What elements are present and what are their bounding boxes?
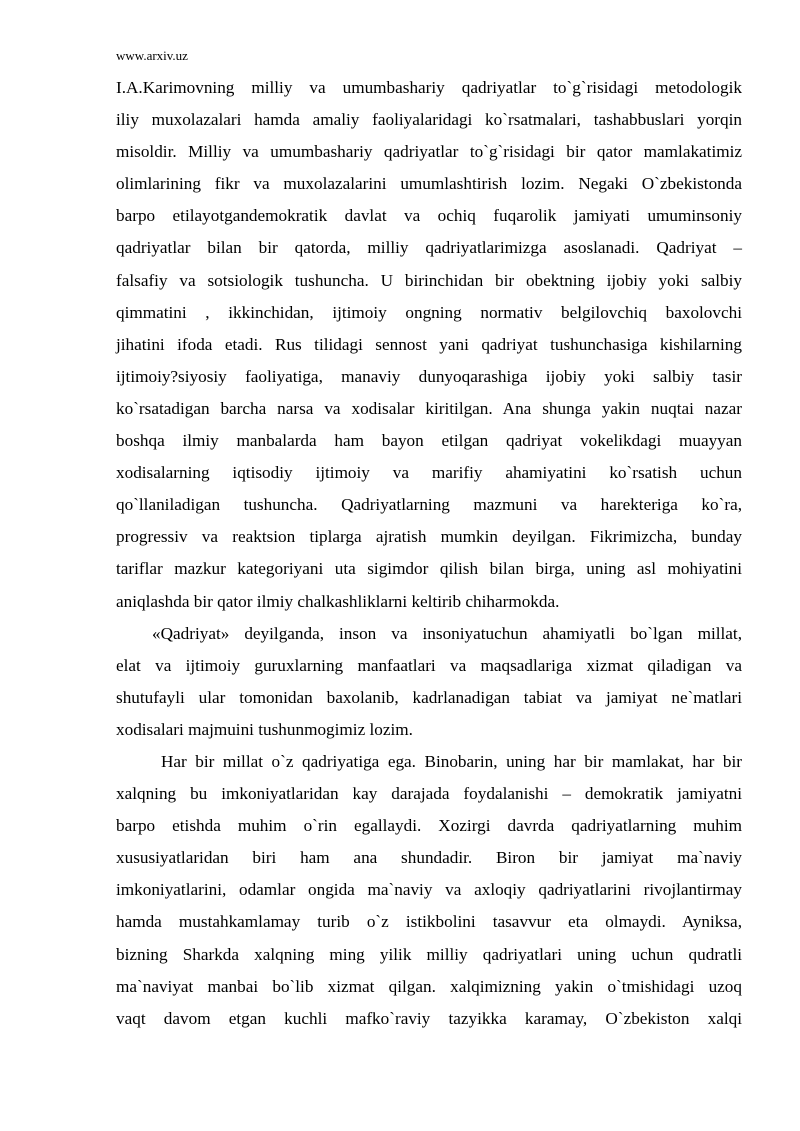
text-line: hamda mustahkamlamay turib o`z istikbolini tasavvur eta olmaydi. Ayniksa,: [116, 912, 742, 932]
text-line: ko`rsatadigan barcha narsa va xodisalar kiritilgan. Ana shunga yakin nuqtai nazar: [116, 398, 742, 418]
text-line: misoldir. Milliy va umumbashariy qadriyatlar to`g`risidagi bir qator mamlakatimiz: [116, 142, 742, 162]
text-line: shutufayli ular tomonidan baxolanib, kadrlanadigan tabiat va jamiyat ne`matlari: [116, 687, 742, 707]
text-line: progressiv va reaktsion tiplarga ajratish mumkin deyilgan. Fikrimizcha, bunday: [116, 527, 742, 547]
text-line: barpo etilayotgandemokratik davlat va ochiq fuqarolik jamiyati umuminsoniy: [116, 206, 742, 226]
text-line: qimmatini , ikkinchidan, ijtimoiy ongning normativ belgilovchiq baxolovchi: [116, 302, 742, 322]
text-line: qo`llaniladigan tushuncha. Qadriyatlarning mazmuni va harekteriga ko`ra,: [116, 495, 742, 515]
text-line: Har bir millat o`z qadriyatiga ega. Binobarin, uning har bir mamlakat, har bir: [161, 751, 742, 771]
text-line: qadriyatlar bilan bir qatorda, milliy qadriyatlarimizga asoslanadi. Qadriyat –: [116, 238, 742, 258]
document-body: [116, 72, 742, 1035]
source-url: www.arxiv.uz: [116, 48, 188, 63]
paragraph-1: [116, 72, 742, 618]
text-line: imkoniyatlarini, odamlar ongida ma`naviy va axloqiy qadriyatlarini rivojlantirmay: [116, 880, 742, 900]
text-line: olimlarining fikr va muxolazalarini umumlashtirish lozim. Negaki O`zbekistonda: [116, 174, 742, 194]
paragraph-3: [116, 746, 742, 1035]
text-line: ijtimoiy?siyosiy faoliyatiga, manaviy dunyoqarashiga ijobiy yoki salbiy tasir: [116, 366, 742, 386]
text-line: falsafiy va sotsiologik tushuncha. U birinchidan bir obektning ijobiy yoki salbiy: [116, 270, 742, 290]
text-line: tariflar mazkur kategoriyani uta sigimdor qilish bilan birga, uning asl mohiyatini: [116, 559, 742, 579]
text-line: barpo etishda muhim o`rin egallaydi. Xozirgi davrda qadriyatlarning muhim: [116, 816, 742, 836]
text-line: I.A.Karimovning milliy va umumbashariy qadriyatlar to`g`risidagi metodologik: [116, 78, 742, 97]
text-line: ma`naviyat manbai bo`lib xizmat qilgan. xalqimizning yakin o`tmishidagi uzoq: [116, 976, 742, 996]
text-line: xususiyatlaridan biri ham ana shundadir. Biron bir jamiyat ma`naviy: [116, 848, 742, 868]
text-line: bizning Sharkda xalqning ming yilik milliy qadriyatlari uning uchun qudratli: [116, 944, 742, 964]
paragraph-2: [116, 618, 742, 746]
text-line: xalqning bu imkoniyatlaridan kay darajada foydalanishi – demokratik jamiyatni: [116, 784, 742, 804]
text-line: aniqlashda bir qator ilmiy chalkashliklarni keltirib chiharmokda.: [116, 591, 560, 611]
text-line: boshqa ilmiy manbalarda ham bayon etilgan qadriyat vokelikdagi muayyan: [116, 431, 742, 451]
text-line: elat va ijtimoiy guruxlarning manfaatlari va maqsadlariga xizmat qiladigan va: [116, 655, 742, 675]
text-line: vaqt davom etgan kuchli mafko`raviy tazyikka karamay, O`zbekiston xalqi: [116, 1008, 742, 1028]
text-line: jihatini ifoda etadi. Rus tilidagi sennost yani qadriyat tushunchasiga kishilarning: [116, 334, 742, 354]
text-line: iliy muxolazalari hamda amaliy faoliyalaridagi ko`rsatmalari, tashabbuslari yorqin: [116, 110, 742, 130]
text-line: «Qadriyat» deyilganda, inson va insoniyatuchun ahamiyatli bo`lgan millat,: [152, 623, 742, 643]
text-line: xodisalarning iqtisodiy ijtimoiy va marifiy ahamiyatini ko`rsatish uchun: [116, 463, 742, 483]
text-line: xodisalari majmuini tushunmogimiz lozim.: [116, 719, 413, 739]
